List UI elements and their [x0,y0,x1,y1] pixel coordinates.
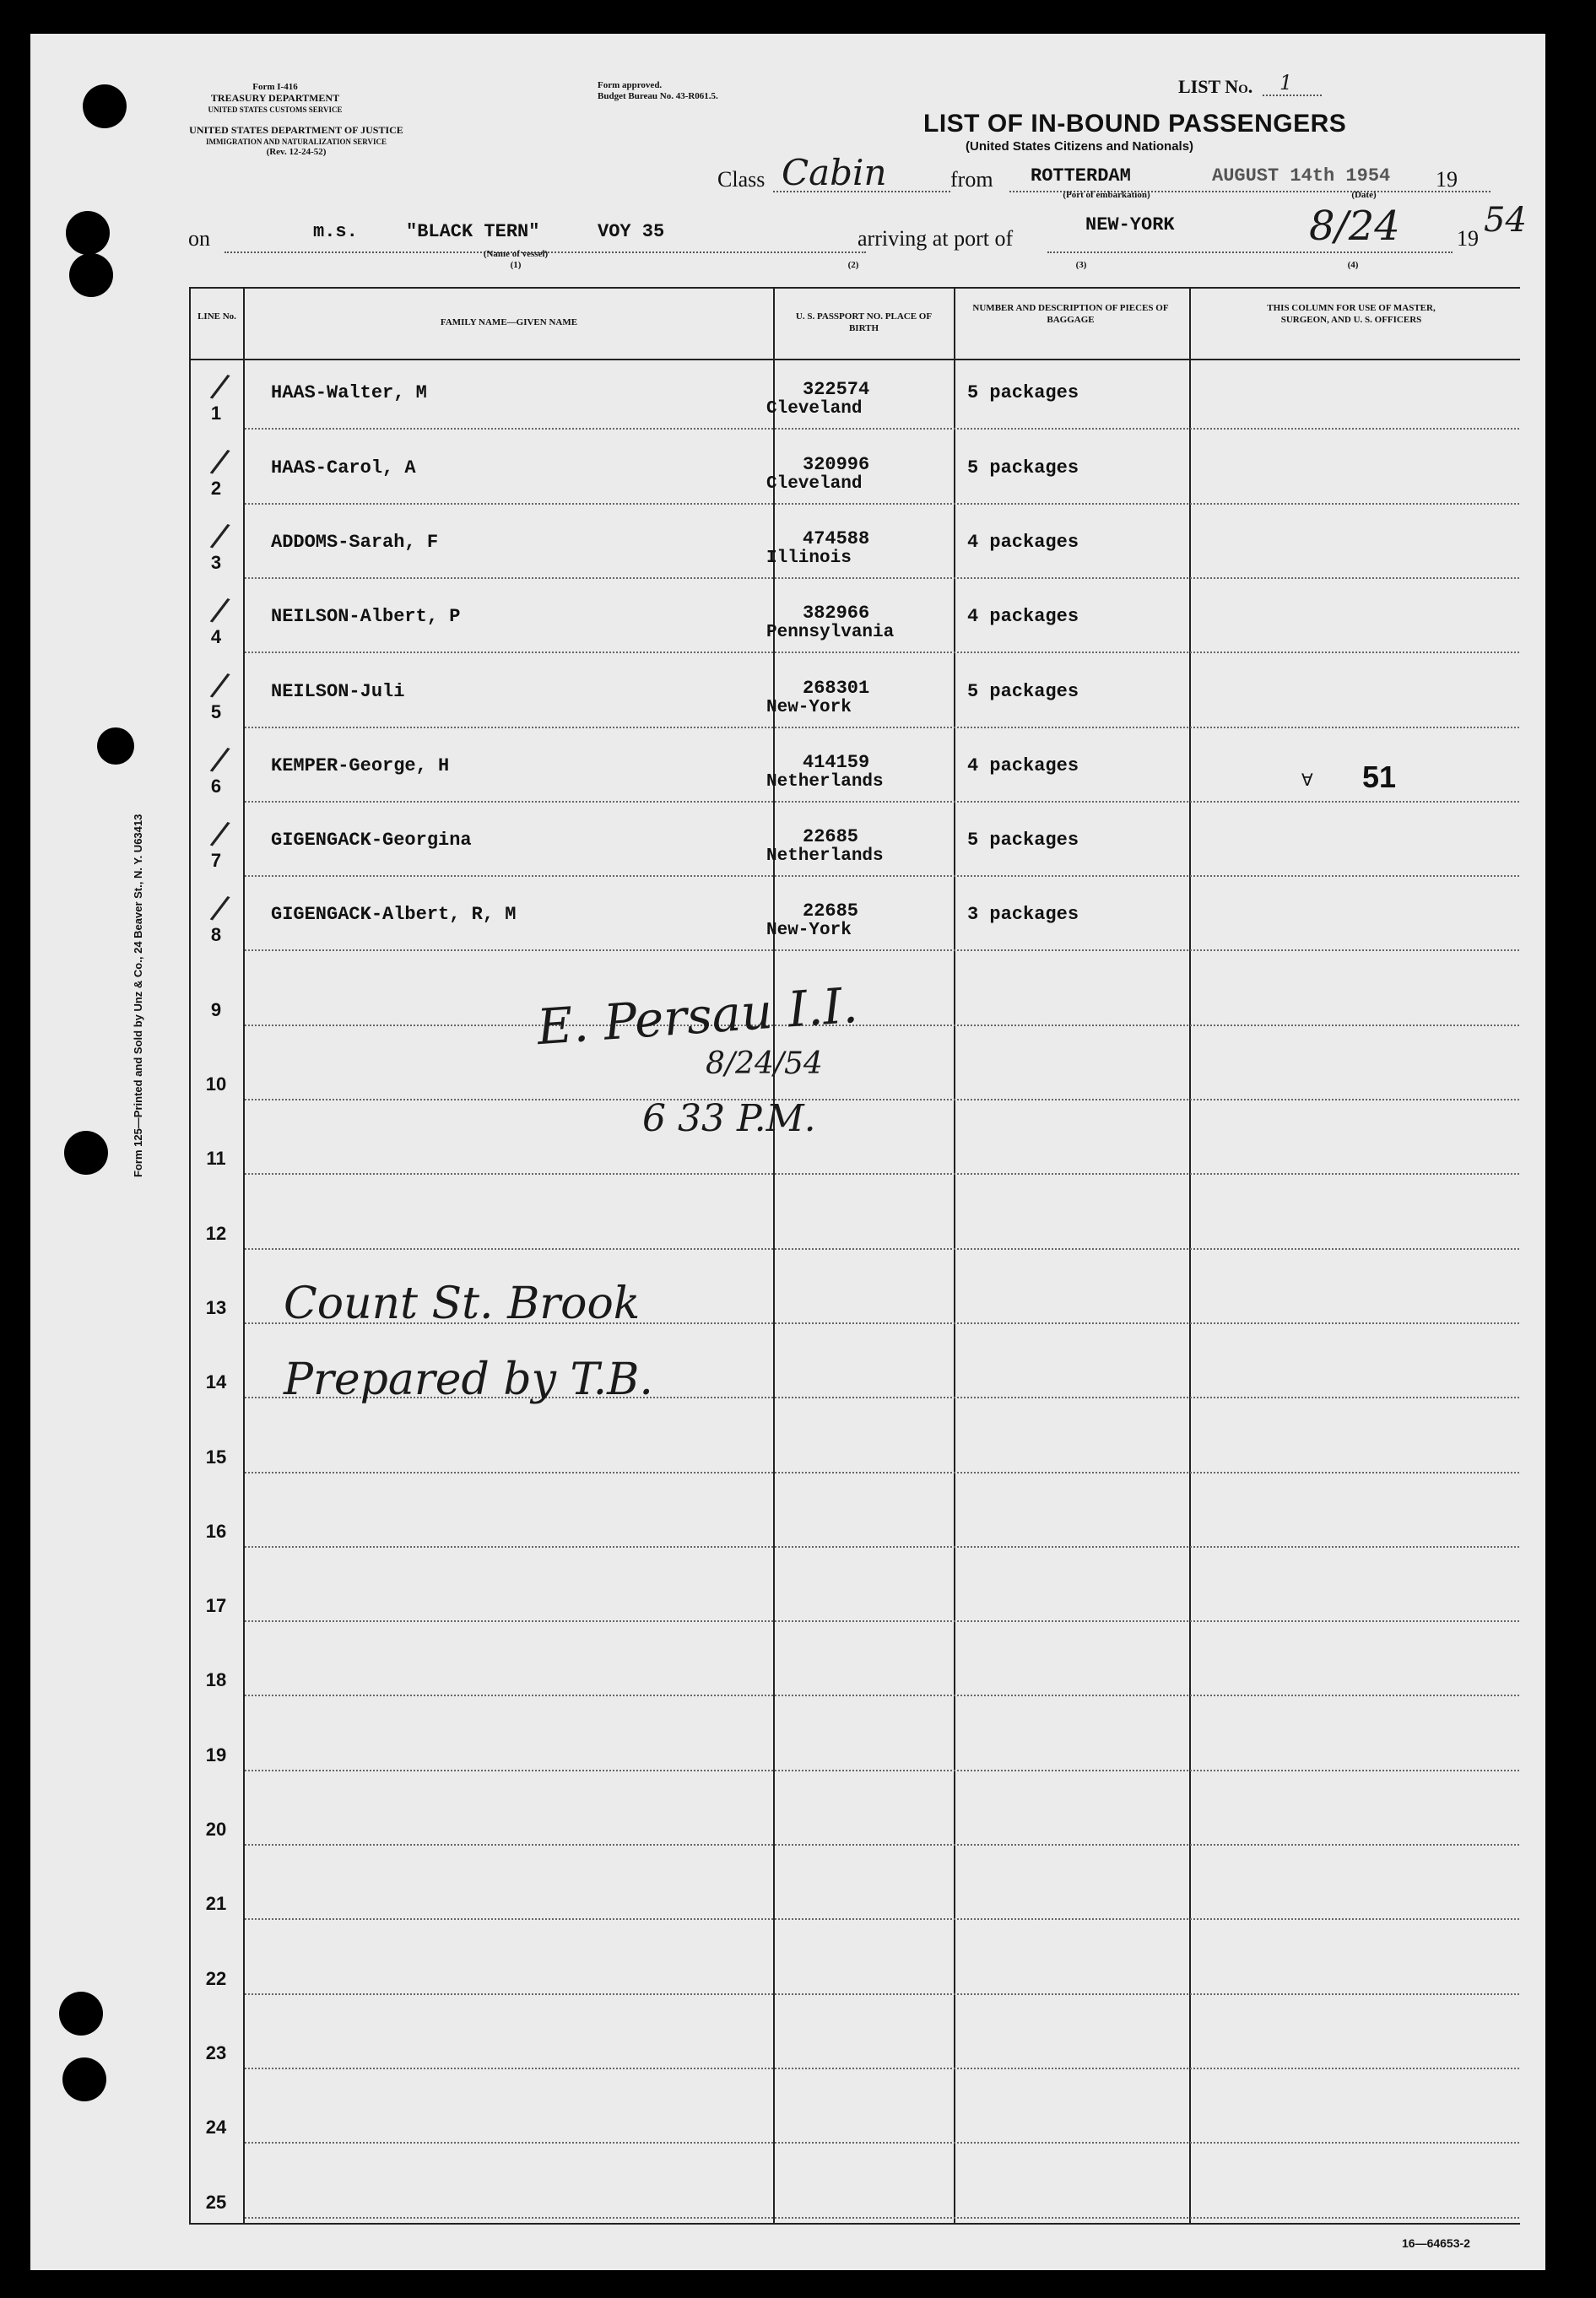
passport-number: 22685 [803,900,859,922]
line-number: 24 [205,2117,227,2138]
line-number: 20 [205,1819,227,1840]
caption-2: (2) [847,260,859,270]
checkmark-icon: / [208,515,232,556]
place-of-birth: Pennsylvania [766,623,895,643]
list-number: 1 [1280,71,1293,95]
baggage-count: 5 packages [967,830,1079,852]
checkmark-icon: / [208,664,232,706]
officer-mark-icon: Ɐ [1301,771,1313,790]
document-subtitle: (United States Citizens and Nationals) [966,139,1194,154]
passenger-name: GIGENGACK-Albert, R, M [271,904,517,926]
binder-hole [66,211,110,255]
table-bottom-border [189,2223,1520,2225]
line-number: 13 [205,1296,227,1318]
officer-note: 51 [1362,760,1397,794]
row-dotted-line [245,1472,1519,1473]
row-dotted-line [245,1620,1519,1622]
passport-number: 322574 [803,379,870,401]
embarkation-date: AUGUST 14th 1954 [1212,165,1391,187]
place-of-birth: New-York [766,921,852,941]
line-number: 6 [210,775,222,797]
line-number: 23 [205,2041,227,2063]
baggage-count: 5 packages [967,680,1079,702]
row-dotted-line [245,1844,1519,1846]
line-number: 1 [210,403,222,424]
signature-time: 6 33 P.M. [642,1097,816,1140]
note-count: Count St. Brook [284,1279,641,1329]
line-number: 3 [210,551,222,573]
line-number: 11 [206,1148,226,1170]
passport-number: 320996 [803,453,870,475]
vessel-caption: (Name of vessel) [483,249,549,259]
binder-hole [62,2057,106,2101]
col-header-passport: U. S. PASSPORT NO. PLACE OF BIRTH [795,311,933,333]
line-number: 2 [210,477,222,499]
caption-1: (1) [510,260,522,270]
line-number: 9 [210,998,222,1020]
col-header-officers: THIS COLUMN FOR USE OF MASTER, SURGEON, AND U. S. OFFICERS [1267,303,1436,325]
line-number: 4 [210,626,222,648]
vessel-name: "BLACK TERN" [406,221,540,242]
baggage-count: 4 packages [967,606,1079,628]
class-value: Cabin [782,152,887,193]
table-left-border [189,287,191,2225]
place-of-birth: Illinois [766,548,852,568]
side-printer-text: Form 125—Printed and Sold by Unz & Co., 24 Beaver St., N. Y. U63413 [132,814,144,1177]
caption-3: (3) [1075,260,1087,270]
voyage-number: VOY 35 [598,221,665,242]
col-header-line: LINE No. [197,311,236,322]
note-prepared: Prepared by T.B. [284,1354,653,1405]
ins-service: IMMIGRATION AND NATURALIZATION SERVICE [206,138,387,146]
arrival-year-prefix: 19 [1457,226,1479,251]
passenger-name: NEILSON-Juli [271,680,405,702]
row-dotted-line [245,503,1519,505]
signature-date: 8/24/54 [706,1046,823,1081]
place-of-birth: Netherlands [766,846,884,867]
passport-number: 474588 [803,527,870,549]
line-number: 5 [210,700,222,722]
line-number: 8 [210,924,222,946]
arrival-date: 8/24 [1309,203,1400,250]
baggage-count: 5 packages [967,457,1079,479]
place-of-birth: New-York [766,697,852,717]
checkmark-icon: / [208,814,232,855]
checkmark-icon: / [208,738,232,780]
checkmark-icon: / [208,888,232,929]
row-dotted-line [245,727,1519,728]
passenger-name: ADDOMS-Sarah, F [271,531,439,553]
line-number: 10 [205,1073,227,1095]
passenger-name: GIGENGACK-Georgina [271,830,472,852]
binder-hole [83,84,127,128]
row-dotted-line [245,428,1519,430]
passenger-name: HAAS-Walter, M [271,382,427,404]
binder-hole [64,1131,108,1175]
row-dotted-line [245,2142,1519,2144]
row-dotted-line [245,1099,1519,1100]
list-label: LIST No. [1178,76,1253,97]
passport-number: 414159 [803,751,870,773]
budget-bureau: Budget Bureau No. 43-R061.5. [598,91,718,101]
baggage-count: 4 packages [967,531,1079,553]
baggage-count: 5 packages [967,382,1079,404]
row-dotted-line [245,652,1519,653]
row-dotted-line [245,2217,1519,2219]
place-of-birth: Cleveland [766,399,863,419]
document-title: LIST OF IN-BOUND PASSENGERS [923,110,1347,138]
line-number: 7 [210,850,222,872]
baggage-count: 4 packages [967,754,1079,776]
line-number: 19 [205,1744,227,1765]
table-header-border [189,359,1520,360]
class-label: Class [717,167,766,192]
row-dotted-line [245,949,1519,951]
arriving-label: arriving at port of [858,226,1014,251]
place-of-birth: Netherlands [766,771,884,792]
row-dotted-line [245,1770,1519,1771]
on-label: on [188,226,210,251]
line-number: 21 [205,1893,227,1915]
port-of-embarkation: ROTTERDAM [1031,165,1131,187]
row-dotted-line [245,801,1519,803]
row-dotted-line [245,1546,1519,1548]
passenger-name: HAAS-Carol, A [271,457,416,479]
line-number: 22 [205,1967,227,1989]
arrival-port: NEW-YORK [1085,214,1175,235]
checkmark-icon: / [208,441,232,482]
form-page [30,34,1545,2270]
row-dotted-line [245,1173,1519,1175]
justice-department: UNITED STATES DEPARTMENT OF JUSTICE [189,124,403,136]
row-dotted-line [245,2068,1519,2069]
arrival-year: 54 [1484,201,1527,240]
baggage-count: 3 packages [967,904,1079,926]
line-number: 17 [205,1595,227,1617]
list-number-line [1263,95,1322,96]
binder-hole [97,727,134,765]
checkmark-icon: / [208,590,232,631]
binder-hole [59,1992,103,2036]
revision-date: (Rev. 12-24-52) [266,147,327,157]
row-dotted-line [245,1025,1519,1026]
from-label: from [950,167,993,192]
line-number: 14 [205,1371,227,1393]
form-number: Form I-416 [252,82,298,92]
row-dotted-line [245,577,1519,579]
row-dotted-line [245,1918,1519,1920]
year-prefix: 19 [1436,167,1458,192]
vessel-prefix: m.s. [313,221,358,242]
line-number: 18 [205,1669,227,1691]
line-number: 15 [205,1446,227,1468]
date-caption: (Date) [1351,190,1377,200]
row-dotted-line [245,1695,1519,1696]
passport-number: 382966 [803,603,870,625]
port-caption: (Port of embarkation) [1063,190,1150,200]
line-number: 16 [205,1520,227,1542]
place-of-birth: Cleveland [766,473,863,494]
footer-code: 16—64653-2 [1402,2236,1470,2250]
caption-4: (4) [1347,260,1359,270]
table-top-border [189,287,1520,289]
col-header-name: FAMILY NAME—GIVEN NAME [440,317,578,327]
department-name: TREASURY DEPARTMENT [210,92,340,104]
arrival-line [1047,251,1453,253]
inspector-signature: E. Persau I.I. [535,976,860,1057]
passenger-name: KEMPER-George, H [271,754,450,776]
line-number: 25 [205,2191,227,2213]
checkmark-icon: / [208,366,232,408]
col-header-baggage: NUMBER AND DESCRIPTION OF PIECES OF BAGGAGE [972,303,1169,325]
row-dotted-line [245,1248,1519,1250]
customs-service: UNITED STATES CUSTOMS SERVICE [208,105,343,114]
passport-number: 22685 [803,826,859,848]
binder-hole [69,253,113,297]
line-number: 12 [205,1222,227,1244]
form-approved: Form approved. [598,80,663,90]
row-dotted-line [245,1993,1519,1995]
passenger-name: NEILSON-Albert, P [271,606,461,628]
row-dotted-line [245,875,1519,877]
passport-number: 268301 [803,677,870,699]
